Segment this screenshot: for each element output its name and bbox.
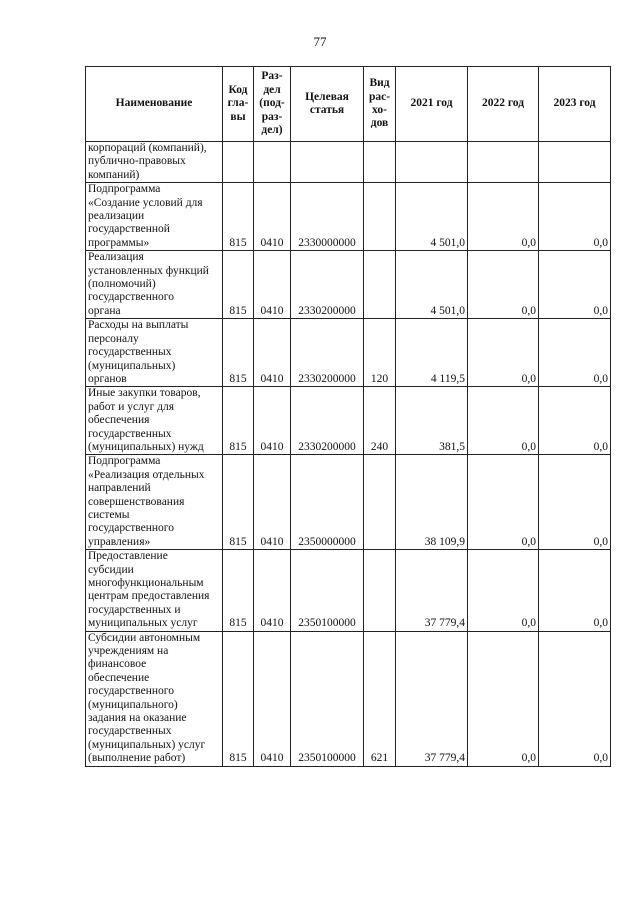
row-chapter-code: 815 bbox=[223, 455, 254, 550]
table-row bbox=[86, 142, 611, 183]
row-name: Иные закупки товаров, работ и услуг для обеспечения государственных (муниципальных) нужд bbox=[86, 387, 223, 455]
header-expense-type: Вид рас- хо- дов bbox=[364, 67, 396, 142]
table-row bbox=[86, 550, 611, 631]
header-year-2023: 2023 год bbox=[539, 67, 611, 142]
row-name: Реализация установленных функций (полномочий) государственного органа bbox=[86, 251, 223, 319]
row-value-2023: 0,0 bbox=[539, 387, 611, 455]
row-name: Подпрограмма «Создание условий для реализации государственной программы» bbox=[86, 183, 223, 251]
row-value-2021: 38 109,9 bbox=[396, 455, 468, 550]
row-section: 0410 bbox=[254, 183, 291, 251]
row-expense-type bbox=[364, 455, 396, 550]
row-value-2023: 0,0 bbox=[539, 319, 611, 387]
row-value-2023: 0,0 bbox=[539, 251, 611, 319]
row-expense-type bbox=[364, 183, 396, 251]
row-target-article: 2330200000 bbox=[291, 319, 364, 387]
row-expense-type bbox=[364, 550, 396, 631]
row-value-2021: 4 501,0 bbox=[396, 251, 468, 319]
row-expense-type: 120 bbox=[364, 319, 396, 387]
table-header-row bbox=[86, 67, 611, 142]
row-target-article: 2350100000 bbox=[291, 550, 364, 631]
row-value-2021: 4 119,5 bbox=[396, 319, 468, 387]
row-value-2022: 0,0 bbox=[468, 251, 539, 319]
row-value-2021: 37 779,4 bbox=[396, 631, 468, 766]
row-value-2023: 0,0 bbox=[539, 455, 611, 550]
row-chapter-code bbox=[223, 142, 254, 183]
table-row bbox=[86, 319, 611, 387]
row-section bbox=[254, 142, 291, 183]
table-row bbox=[86, 251, 611, 319]
row-value-2022: 0,0 bbox=[468, 319, 539, 387]
row-expense-type bbox=[364, 251, 396, 319]
row-value-2023: 0,0 bbox=[539, 631, 611, 766]
row-name: Предоставление субсидии многофункциональным центрам предоставления государственных и муниципальных услуг bbox=[86, 550, 223, 631]
table-row bbox=[86, 183, 611, 251]
header-chapter-code: Код гла- вы bbox=[223, 67, 254, 142]
row-target-article: 2330000000 bbox=[291, 183, 364, 251]
row-section: 0410 bbox=[254, 251, 291, 319]
row-value-2022: 0,0 bbox=[468, 387, 539, 455]
row-value-2023 bbox=[539, 142, 611, 183]
page-number: 77 bbox=[313, 34, 327, 49]
row-section: 0410 bbox=[254, 631, 291, 766]
row-value-2021: 381,5 bbox=[396, 387, 468, 455]
row-target-article: 2330200000 bbox=[291, 387, 364, 455]
row-chapter-code: 815 bbox=[223, 319, 254, 387]
budget-table bbox=[85, 66, 611, 767]
row-section: 0410 bbox=[254, 319, 291, 387]
row-value-2021: 4 501,0 bbox=[396, 183, 468, 251]
row-chapter-code: 815 bbox=[223, 387, 254, 455]
row-section: 0410 bbox=[254, 550, 291, 631]
row-value-2021: 37 779,4 bbox=[396, 550, 468, 631]
row-chapter-code: 815 bbox=[223, 550, 254, 631]
row-expense-type: 621 bbox=[364, 631, 396, 766]
row-section: 0410 bbox=[254, 387, 291, 455]
row-target-article: 2350000000 bbox=[291, 455, 364, 550]
table-row bbox=[86, 387, 611, 455]
row-value-2023: 0,0 bbox=[539, 183, 611, 251]
row-name: Подпрограмма «Реализация отдельных направлений совершенствования системы государственного управления» bbox=[86, 455, 223, 550]
row-expense-type bbox=[364, 142, 396, 183]
row-value-2022: 0,0 bbox=[468, 183, 539, 251]
row-target-article bbox=[291, 142, 364, 183]
header-section: Раз- дел (под- раз- дел) bbox=[254, 67, 291, 142]
row-value-2022 bbox=[468, 142, 539, 183]
row-value-2022: 0,0 bbox=[468, 631, 539, 766]
row-chapter-code: 815 bbox=[223, 183, 254, 251]
row-target-article: 2330200000 bbox=[291, 251, 364, 319]
row-expense-type: 240 bbox=[364, 387, 396, 455]
header-name: Наименование bbox=[86, 67, 223, 142]
row-value-2021 bbox=[396, 142, 468, 183]
header-year-2022: 2022 год bbox=[468, 67, 539, 142]
header-year-2021: 2021 год bbox=[396, 67, 468, 142]
row-value-2023: 0,0 bbox=[539, 550, 611, 631]
row-name: Расходы на выплаты персоналу государственных (муниципальных) органов bbox=[86, 319, 223, 387]
row-target-article: 2350100000 bbox=[291, 631, 364, 766]
row-chapter-code: 815 bbox=[223, 631, 254, 766]
table-row bbox=[86, 631, 611, 766]
row-section: 0410 bbox=[254, 455, 291, 550]
row-name: корпораций (компаний), публично-правовых компаний) bbox=[86, 142, 223, 183]
row-value-2022: 0,0 bbox=[468, 455, 539, 550]
table-row bbox=[86, 455, 611, 550]
row-chapter-code: 815 bbox=[223, 251, 254, 319]
row-name: Субсидии автономным учреждениям на финансовое обеспечение государственного (муниципального) задания на оказание государственных (муниципальных) услуг (выполнение работ) bbox=[86, 631, 223, 766]
header-target-article: Целевая статья bbox=[291, 67, 364, 142]
row-value-2022: 0,0 bbox=[468, 550, 539, 631]
